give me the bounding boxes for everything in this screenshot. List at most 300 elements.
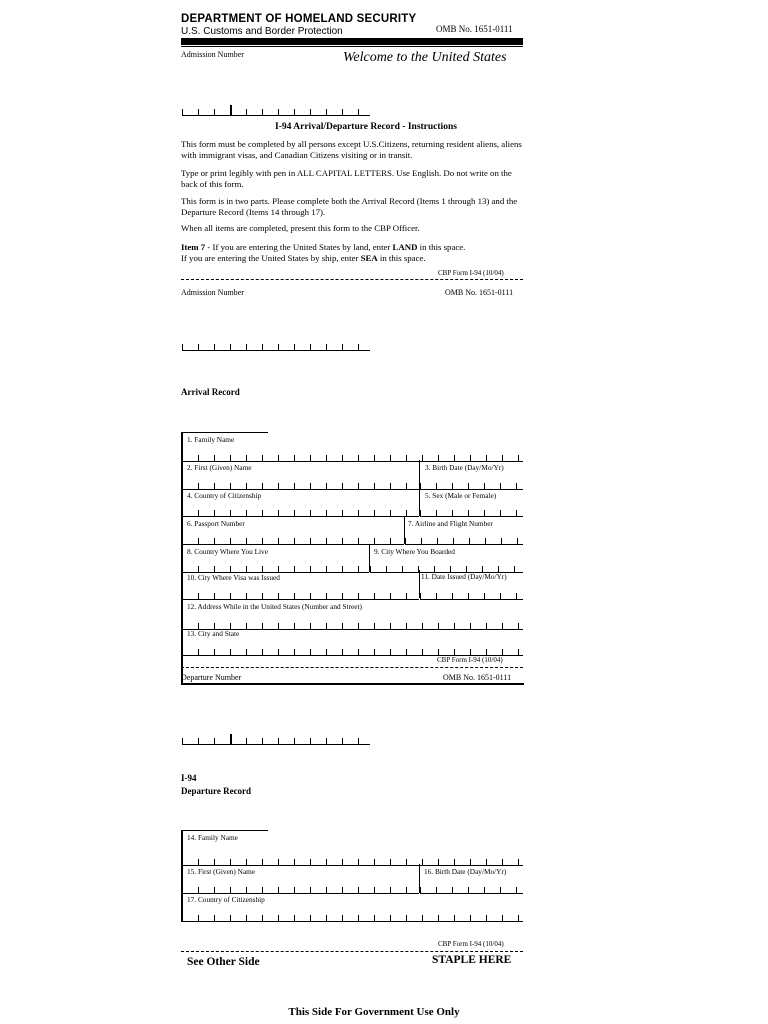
box-tick — [214, 483, 215, 489]
box-tick — [278, 566, 279, 572]
box-tick — [310, 887, 311, 893]
box-tick — [278, 344, 279, 350]
box-tick — [214, 887, 215, 893]
box-tick — [278, 510, 279, 516]
box-tick — [310, 566, 311, 572]
box-tick — [342, 915, 343, 921]
box-tick — [182, 593, 183, 599]
box-tick — [278, 859, 279, 865]
box-tick — [374, 483, 375, 489]
box-tick — [518, 915, 519, 921]
box-tick — [214, 109, 215, 115]
box-tick — [262, 859, 263, 865]
box-tick — [246, 538, 247, 544]
item-7-sea: SEA — [360, 253, 378, 263]
box-tick — [358, 859, 359, 865]
box-tick — [374, 593, 375, 599]
government-use-note: This Side For Government Use Only — [288, 1006, 460, 1018]
box-tick — [390, 455, 391, 461]
box-tick — [294, 344, 295, 350]
staple-here-note: STAPLE HERE — [432, 954, 512, 966]
box-tick — [374, 915, 375, 921]
tear-line-2 — [181, 667, 523, 668]
box-tick — [374, 510, 375, 516]
box-tick — [262, 455, 263, 461]
first-name-field[interactable] — [182, 479, 419, 490]
box-tick — [420, 887, 421, 893]
box-tick — [214, 859, 215, 865]
box-tick — [406, 859, 407, 865]
item-7-lead: Item 7 — [181, 242, 206, 252]
box-tick — [374, 455, 375, 461]
box-tick — [484, 887, 485, 893]
box-tick — [422, 455, 423, 461]
box-tick — [230, 734, 232, 744]
box-tick — [198, 859, 199, 865]
box-tick — [436, 887, 437, 893]
box-tick — [500, 510, 501, 516]
arrival-record-title: Arrival Record — [181, 387, 240, 397]
box-tick — [484, 483, 485, 489]
box-tick — [182, 738, 183, 744]
box-tick — [486, 455, 487, 461]
box-tick — [294, 483, 295, 489]
date-issued-field[interactable] — [420, 589, 523, 600]
box-tick — [326, 538, 327, 544]
box-tick — [452, 887, 453, 893]
box-tick — [262, 483, 263, 489]
department-title: DEPARTMENT OF HOMELAND SECURITY — [181, 13, 417, 25]
passport-number-label: 6. Passport Number — [187, 519, 245, 528]
box-tick — [502, 915, 503, 921]
box-tick — [278, 738, 279, 744]
box-tick — [421, 538, 422, 544]
box-tick — [310, 915, 311, 921]
box-tick — [262, 538, 263, 544]
see-other-side-note: See Other Side — [187, 956, 260, 968]
box-tick — [294, 593, 295, 599]
box-tick — [342, 344, 343, 350]
box-tick — [422, 859, 423, 865]
box-tick — [436, 593, 437, 599]
box-tick — [402, 566, 403, 572]
sex-field[interactable] — [420, 506, 523, 517]
box-tick — [358, 455, 359, 461]
box-tick — [326, 859, 327, 865]
box-tick — [198, 344, 199, 350]
box-tick — [390, 649, 391, 655]
box-tick — [294, 859, 295, 865]
box-tick — [262, 593, 263, 599]
box-tick — [486, 859, 487, 865]
airline-flight-field[interactable] — [405, 534, 523, 545]
departure-number-label: Departure Number — [181, 673, 242, 682]
box-tick — [294, 109, 295, 115]
box-tick — [278, 623, 279, 629]
box-tick — [278, 593, 279, 599]
item-7-text-c: If you are entering the United States by ship, enter — [181, 253, 361, 263]
agency-name: U.S. Customs and Border Protection — [181, 26, 343, 37]
dep-family-name-field[interactable] — [182, 855, 523, 866]
box-tick — [246, 109, 247, 115]
box-tick — [454, 915, 455, 921]
box-tick — [422, 915, 423, 921]
box-tick — [390, 538, 391, 544]
admission-number-label: Admission Number — [181, 50, 244, 59]
box-tick — [262, 510, 263, 516]
box-tick — [198, 510, 199, 516]
box-tick — [198, 566, 199, 572]
box-tick — [370, 566, 371, 572]
box-tick — [358, 566, 359, 572]
box-tick — [310, 649, 311, 655]
city-state-field[interactable] — [182, 645, 523, 656]
box-tick — [326, 344, 327, 350]
box-tick — [262, 649, 263, 655]
box-tick — [278, 483, 279, 489]
dep-country-citizenship-label: 17. Country of Citizenship — [187, 895, 265, 904]
box-tick — [294, 566, 295, 572]
box-tick — [422, 649, 423, 655]
box-tick — [230, 344, 231, 350]
box-tick — [486, 649, 487, 655]
birth-date-field[interactable] — [420, 479, 523, 490]
box-tick — [246, 859, 247, 865]
box-tick — [438, 649, 439, 655]
box-tick — [230, 915, 231, 921]
box-tick — [294, 738, 295, 744]
box-tick — [358, 623, 359, 629]
box-tick — [422, 623, 423, 629]
box-tick — [294, 623, 295, 629]
first-name-label: 2. First (Given) Name — [187, 463, 252, 472]
box-tick — [454, 649, 455, 655]
box-tick — [518, 623, 519, 629]
box-tick — [198, 109, 199, 115]
box-tick — [436, 483, 437, 489]
box-tick — [374, 887, 375, 893]
box-tick — [326, 455, 327, 461]
box-tick — [182, 887, 183, 893]
box-tick — [294, 915, 295, 921]
box-tick — [310, 859, 311, 865]
box-tick — [342, 649, 343, 655]
box-tick — [182, 566, 183, 572]
box-tick — [182, 859, 183, 865]
item-7-text-a: - If you are entering the United States by land, enter — [205, 242, 393, 252]
box-tick — [310, 510, 311, 516]
form-code-departure: CBP Form I-94 (10/04) — [438, 940, 504, 948]
box-tick — [326, 738, 327, 744]
box-tick — [437, 538, 438, 544]
box-tick — [310, 538, 311, 544]
airline-flight-label: 7. Airline and Flight Number — [408, 519, 493, 528]
dep-birth-date-label: 16. Birth Date (Day/Mo/Yr) — [424, 867, 507, 876]
sex-label: 5. Sex (Male or Female) — [425, 491, 497, 500]
box-tick — [516, 510, 517, 516]
country-citizenship-label: 4. Country of Citizenship — [187, 491, 262, 500]
box-tick — [278, 915, 279, 921]
instructions-paragraph-2: Type or print legibly with pen in ALL CAPITAL LETTERS. Use English. Do not write on the back of this form. — [181, 168, 512, 189]
box-tick — [294, 887, 295, 893]
box-tick — [326, 649, 327, 655]
box-tick — [246, 738, 247, 744]
arrival-admission-boxes[interactable] — [182, 340, 370, 351]
box-tick — [420, 510, 421, 516]
country-live-field[interactable] — [182, 562, 369, 573]
box-tick — [214, 649, 215, 655]
box-tick — [294, 455, 295, 461]
box-tick — [390, 593, 391, 599]
box-tick — [326, 623, 327, 629]
dep-country-citizenship-field[interactable] — [182, 911, 523, 922]
box-tick — [502, 623, 503, 629]
box-tick — [246, 483, 247, 489]
box-tick — [262, 738, 263, 744]
box-tick — [246, 344, 247, 350]
box-tick — [390, 510, 391, 516]
box-tick — [358, 344, 359, 350]
box-tick — [358, 483, 359, 489]
dep-first-name-field[interactable] — [182, 883, 419, 894]
header-thin-rule — [181, 46, 523, 47]
box-tick — [198, 649, 199, 655]
box-tick — [214, 738, 215, 744]
box-tick — [198, 887, 199, 893]
box-tick — [198, 593, 199, 599]
box-tick — [516, 887, 517, 893]
box-tick — [386, 566, 387, 572]
dep-first-name-label: 15. First (Given) Name — [187, 867, 256, 876]
box-tick — [246, 455, 247, 461]
box-tick — [502, 859, 503, 865]
box-tick — [501, 538, 502, 544]
box-tick — [310, 593, 311, 599]
box-tick — [246, 510, 247, 516]
box-tick — [310, 344, 311, 350]
country-live-label: 8. Country Where You Live — [187, 547, 268, 556]
box-tick — [486, 623, 487, 629]
box-tick — [230, 649, 231, 655]
city-visa-field[interactable] — [182, 589, 419, 600]
box-tick — [468, 593, 469, 599]
header-thick-rule — [181, 38, 523, 45]
box-tick — [182, 649, 183, 655]
box-tick — [438, 859, 439, 865]
box-tick — [342, 538, 343, 544]
box-tick — [198, 483, 199, 489]
box-tick — [246, 887, 247, 893]
box-tick — [310, 738, 311, 744]
box-tick — [468, 887, 469, 893]
box-tick — [406, 623, 407, 629]
box-tick — [262, 915, 263, 921]
box-tick — [262, 566, 263, 572]
omb-number: OMB No. 1651-0111 — [436, 24, 513, 34]
box-tick — [262, 887, 263, 893]
box-tick — [500, 887, 501, 893]
box-tick — [452, 483, 453, 489]
box-tick — [310, 455, 311, 461]
box-tick — [326, 887, 327, 893]
box-tick — [454, 859, 455, 865]
box-tick — [374, 623, 375, 629]
box-tick — [326, 510, 327, 516]
box-tick — [230, 538, 231, 544]
box-tick — [230, 859, 231, 865]
welcome-heading: Welcome to the United States — [343, 50, 507, 65]
box-tick — [390, 887, 391, 893]
box-tick — [182, 915, 183, 921]
admission-number-boxes[interactable] — [182, 105, 370, 116]
box-tick — [342, 483, 343, 489]
box-tick — [246, 593, 247, 599]
box-tick — [230, 887, 231, 893]
box-tick — [452, 593, 453, 599]
box-tick — [406, 483, 407, 489]
box-tick — [246, 623, 247, 629]
family-name-field[interactable] — [182, 451, 523, 462]
box-tick — [452, 510, 453, 516]
box-tick — [484, 510, 485, 516]
box-tick — [406, 915, 407, 921]
box-tick — [182, 455, 183, 461]
passport-number-field[interactable] — [182, 534, 404, 545]
box-tick — [342, 510, 343, 516]
box-tick — [358, 109, 359, 115]
box-tick — [342, 859, 343, 865]
box-tick — [326, 483, 327, 489]
box-tick — [470, 455, 471, 461]
box-tick — [326, 566, 327, 572]
box-tick — [502, 455, 503, 461]
box-tick — [454, 623, 455, 629]
box-tick — [230, 510, 231, 516]
box-tick — [484, 593, 485, 599]
box-tick — [230, 566, 231, 572]
box-tick — [294, 538, 295, 544]
box-tick — [470, 859, 471, 865]
box-tick — [468, 510, 469, 516]
box-tick — [438, 915, 439, 921]
box-tick — [374, 649, 375, 655]
box-tick — [438, 455, 439, 461]
box-tick — [470, 623, 471, 629]
box-tick — [390, 915, 391, 921]
box-tick — [294, 510, 295, 516]
box-tick — [342, 455, 343, 461]
box-tick — [214, 915, 215, 921]
box-tick — [278, 109, 279, 115]
city-boarded-label: 9. City Where You Boarded — [374, 547, 455, 556]
box-tick — [518, 859, 519, 865]
box-tick — [420, 483, 421, 489]
box-tick — [214, 344, 215, 350]
box-tick — [454, 455, 455, 461]
box-tick — [358, 738, 359, 744]
birth-date-label: 3. Birth Date (Day/Mo/Yr) — [425, 463, 504, 472]
box-tick — [182, 510, 183, 516]
box-tick — [342, 738, 343, 744]
instructions-paragraph-4: When all items are completed, present this form to the CBP Officer. — [181, 223, 420, 233]
box-tick — [374, 859, 375, 865]
box-tick — [518, 455, 519, 461]
box-tick — [470, 915, 471, 921]
box-tick — [342, 593, 343, 599]
city-state-label: 13. City and State — [187, 629, 240, 638]
arrival-omb-number: OMB No. 1651-0111 — [445, 288, 514, 297]
box-tick — [342, 623, 343, 629]
item-7-land: LAND — [392, 242, 418, 252]
instructions-item-7 — [181, 242, 526, 264]
box-tick — [230, 593, 231, 599]
tear-line-1 — [181, 279, 523, 280]
box-tick — [230, 483, 231, 489]
box-tick — [246, 649, 247, 655]
dep-birth-date-field[interactable] — [420, 883, 523, 894]
instructions-paragraph-3: This form is in two parts. Please complete both the Arrival Record (Items 1 through 13) and the Departure Record (Items 14 through 17). — [181, 196, 518, 217]
box-tick — [182, 344, 183, 350]
city-visa-label: 10. City Where Visa was Issued — [187, 573, 280, 582]
item-7-text-d: in this space. — [377, 253, 426, 263]
box-tick — [310, 483, 311, 489]
box-tick — [230, 455, 231, 461]
box-tick — [198, 915, 199, 921]
box-tick — [390, 623, 391, 629]
box-tick — [358, 538, 359, 544]
box-tick — [453, 538, 454, 544]
date-issued-label: 11. Date Issued (Day/Mo/Yr) — [421, 572, 507, 581]
box-tick — [438, 623, 439, 629]
box-tick — [518, 649, 519, 655]
us-address-label: 12. Address While in the United States (Number and Street) — [187, 602, 362, 611]
box-tick — [342, 887, 343, 893]
box-tick — [406, 593, 407, 599]
departure-number-boxes[interactable] — [182, 734, 370, 745]
form-code-arrival: CBP Form I-94 (10/04) — [437, 656, 503, 664]
box-tick — [468, 483, 469, 489]
box-tick — [214, 538, 215, 544]
instructions-paragraph-1: This form must be completed by all persons except U.S.Citizens, returning resident aliens, aliens with immigrant visas, and Canadian Citizens visiting or in transit. — [181, 139, 522, 160]
box-tick — [406, 887, 407, 893]
box-tick — [262, 344, 263, 350]
box-tick — [342, 566, 343, 572]
item-7-text-b: in this space. — [417, 242, 466, 252]
country-citizenship-field[interactable] — [182, 506, 419, 517]
dep-family-name-label: 14. Family Name — [187, 833, 238, 842]
box-tick — [358, 593, 359, 599]
box-tick — [406, 455, 407, 461]
box-tick — [262, 109, 263, 115]
tear-line-3 — [181, 951, 523, 952]
box-tick — [262, 623, 263, 629]
departure-record-title: Departure Record — [181, 786, 252, 796]
box-tick — [278, 649, 279, 655]
box-tick — [500, 593, 501, 599]
box-tick — [485, 538, 486, 544]
box-tick — [214, 566, 215, 572]
box-tick — [500, 483, 501, 489]
box-tick — [198, 455, 199, 461]
box-tick — [326, 593, 327, 599]
arrival-admission-label: Admission Number — [181, 288, 244, 297]
box-tick — [198, 738, 199, 744]
box-tick — [310, 109, 311, 115]
box-tick — [516, 593, 517, 599]
box-tick — [326, 109, 327, 115]
departure-omb-number: OMB No. 1651-0111 — [443, 673, 512, 682]
box-tick — [342, 109, 343, 115]
